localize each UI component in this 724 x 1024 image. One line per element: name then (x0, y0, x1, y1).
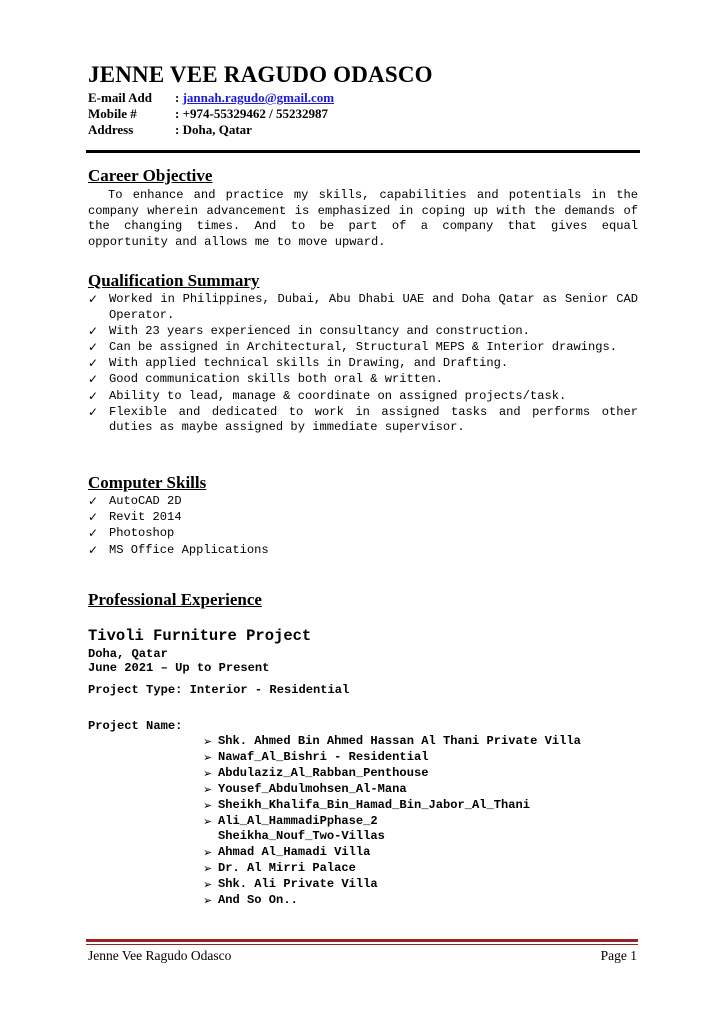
list-item (203, 861, 581, 877)
arrow-bullet-icon: ➢ (203, 798, 213, 812)
address-value: Doha, Qatar (182, 122, 252, 137)
arrow-bullet-icon: ➢ (203, 846, 213, 860)
check-icon: ✓ (88, 339, 99, 354)
email-label: E-mail Add (88, 90, 152, 105)
check-icon: ✓ (88, 526, 99, 541)
check-icon: ✓ (88, 372, 99, 387)
mobile-sep: : (175, 106, 183, 121)
career-objective-paragraph: To enhance and practice my skills, capabilities and potentials in the company wherein advancement is emphasized in coping up with the demands of the changing times. And to be part of a company that gives equal opportunity and allows me to move upward. (88, 188, 638, 249)
list-item (88, 372, 638, 388)
list-item (88, 292, 638, 323)
project-name-label: Project Name: (88, 719, 183, 733)
list-item-text: MS Office Applications (109, 542, 269, 557)
footer-author: Jenne Vee Ragudo Odasco (88, 948, 232, 963)
career-objective-heading: Career Objective (88, 166, 213, 185)
list-item (203, 766, 581, 782)
address-label: Address (88, 122, 134, 137)
list-item (88, 340, 638, 356)
list-item (203, 814, 581, 846)
project-name: Nawaf_Al_Bishri - Residential (218, 749, 429, 764)
list-item-text: Photoshop (109, 526, 175, 541)
project-type: Project Type: Interior - Residential (88, 683, 350, 697)
project-list (203, 734, 581, 909)
check-icon: ✓ (88, 494, 99, 508)
list-item (88, 526, 638, 542)
list-item-text: Good communication skills both oral & written. (109, 372, 443, 387)
address-row (88, 122, 252, 138)
career-objective-text (88, 188, 638, 250)
project-name: Shk. Ali Private Villa (218, 877, 378, 892)
job-period: June 2021 – Up to Present (88, 661, 270, 675)
computer-skills-list (88, 494, 638, 559)
list-item (88, 389, 638, 405)
project-name: Yousef_Abdulmohsen_Al-Mana (218, 781, 407, 796)
page-number: Page 1 (600, 948, 637, 963)
check-icon: ✓ (88, 292, 99, 306)
list-item (88, 324, 638, 340)
arrow-bullet-icon: ➢ (203, 766, 213, 780)
project-name: Abdulaziz_Al_Rabban_Penthouse (218, 765, 429, 780)
list-item (88, 356, 638, 372)
check-icon: ✓ (88, 542, 99, 557)
applicant-name: JENNE VEE RAGUDO ODASCO (88, 62, 433, 87)
project-name: Ali_Al_HammadiPphase_2 Sheikha_Nouf_Two-Villas (218, 813, 385, 844)
list-item-text: Flexible and dedicated to work in assigned tasks and performs other duties as maybe assigned by immediate supervisor. (109, 404, 638, 435)
arrow-bullet-icon: ➢ (203, 878, 213, 892)
arrow-bullet-icon: ➢ (203, 862, 213, 876)
list-item (203, 893, 581, 909)
arrow-bullet-icon: ➢ (203, 814, 213, 828)
list-item-text: Revit 2014 (109, 510, 182, 525)
check-icon: ✓ (88, 510, 99, 525)
list-item-text: Worked in Philippines, Dubai, Abu Dhabi UAE and Doha Qatar as Senior CAD Operator. (109, 292, 638, 322)
project-name: Ahmad Al_Hamadi Villa (218, 845, 371, 860)
footer-divider (86, 939, 638, 942)
arrow-bullet-icon: ➢ (203, 894, 213, 908)
mobile-label: Mobile # (88, 106, 137, 121)
address-sep: : (175, 122, 183, 137)
footer-divider-thin (86, 944, 638, 945)
email-sep: : (175, 90, 183, 105)
email-row (88, 90, 334, 106)
list-item-text: Ability to lead, manage & coordinate on assigned projects/task. (109, 388, 567, 403)
project-name: Sheikh_Khalifa_Bin_Hamad_Bin_Jabor_Al_Thani (218, 797, 531, 812)
project-name: Shk. Ahmed Bin Ahmed Hassan Al Thani Private Villa (218, 734, 581, 748)
list-item (88, 510, 638, 526)
check-icon: ✓ (88, 356, 99, 371)
list-item (203, 750, 581, 766)
computer-skills-heading: Computer Skills (88, 473, 207, 492)
check-icon: ✓ (88, 388, 99, 403)
project-name: And So On.. (218, 893, 298, 908)
check-icon: ✓ (88, 404, 99, 419)
list-item-text: AutoCAD 2D (109, 494, 182, 508)
list-item (88, 543, 638, 559)
arrow-bullet-icon: ➢ (203, 750, 213, 764)
project-name: Dr. Al Mirri Palace (218, 861, 356, 876)
mobile-value: +974-55329462 / 55232987 (182, 106, 328, 121)
job-location: Doha, Qatar (88, 647, 168, 661)
qualification-summary-heading: Qualification Summary (88, 271, 260, 290)
list-item (88, 405, 638, 436)
list-item (203, 798, 581, 814)
email-link[interactable]: jannah.ragudo@gmail.com (182, 90, 335, 105)
list-item-text: With applied technical skills in Drawing, and Drafting. (109, 356, 509, 371)
list-item (203, 877, 581, 893)
list-item (203, 734, 581, 750)
header-divider (86, 150, 640, 153)
list-item-text: With 23 years experienced in consultancy and construction. (109, 323, 530, 338)
mobile-row (88, 106, 328, 122)
list-item-text: Can be assigned in Architectural, Structural MEPS & Interior drawings. (109, 339, 618, 354)
list-item (88, 494, 638, 510)
list-item (203, 845, 581, 861)
check-icon: ✓ (88, 323, 99, 338)
arrow-bullet-icon: ➢ (203, 735, 213, 748)
list-item (203, 782, 581, 798)
company-name: Tivoli Furniture Project (88, 627, 312, 645)
qualification-list (88, 292, 638, 437)
professional-experience-heading: Professional Experience (88, 590, 262, 609)
arrow-bullet-icon: ➢ (203, 782, 213, 796)
